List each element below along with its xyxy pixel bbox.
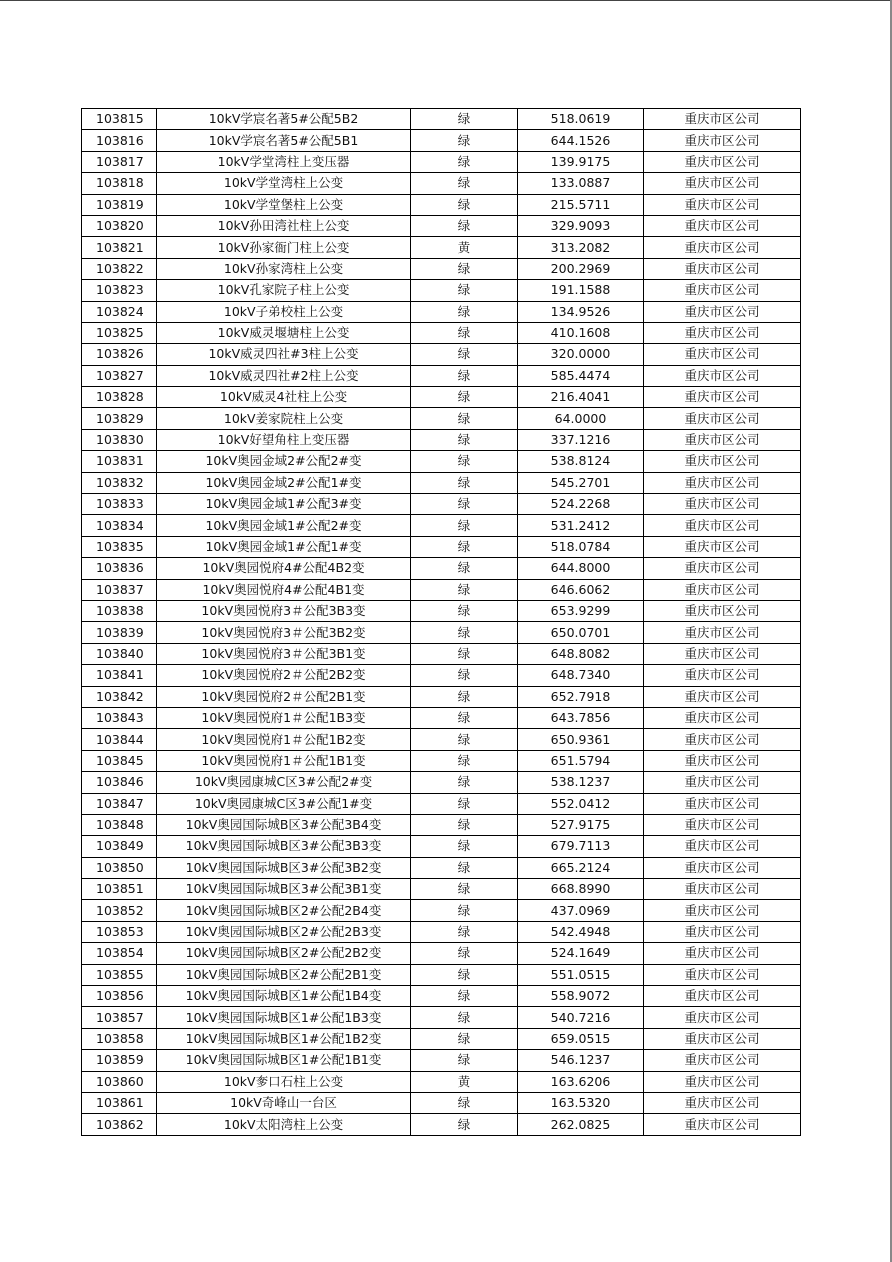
cell-status: 绿 bbox=[411, 515, 518, 536]
cell-name: 10kV奥园康城C区3#公配1#变 bbox=[157, 793, 411, 814]
cell-name: 10kV孙田湾社柱上公变 bbox=[157, 215, 411, 236]
cell-status: 绿 bbox=[411, 600, 518, 621]
cell-name: 10kV奥园悦府1＃公配1B2变 bbox=[157, 729, 411, 750]
cell-value: 437.0969 bbox=[518, 900, 644, 921]
cell-value: 648.8082 bbox=[518, 643, 644, 664]
table-row bbox=[82, 109, 801, 130]
cell-status: 绿 bbox=[411, 857, 518, 878]
table-row bbox=[82, 151, 801, 172]
cell-value: 329.9093 bbox=[518, 215, 644, 236]
cell-id: 103827 bbox=[82, 365, 157, 386]
cell-name: 10kV孔家院子柱上公变 bbox=[157, 280, 411, 301]
cell-company: 重庆市区公司 bbox=[644, 686, 801, 707]
cell-value: 531.2412 bbox=[518, 515, 644, 536]
cell-id: 103829 bbox=[82, 408, 157, 429]
cell-value: 648.7340 bbox=[518, 665, 644, 686]
table-row bbox=[82, 814, 801, 835]
cell-company: 重庆市区公司 bbox=[644, 900, 801, 921]
cell-id: 103859 bbox=[82, 1050, 157, 1071]
cell-name: 10kV威灵4社柱上公变 bbox=[157, 387, 411, 408]
cell-status: 绿 bbox=[411, 1092, 518, 1113]
cell-company: 重庆市区公司 bbox=[644, 365, 801, 386]
cell-name: 10kV奥园国际城B区3#公配3B4变 bbox=[157, 814, 411, 835]
cell-status: 绿 bbox=[411, 622, 518, 643]
cell-company: 重庆市区公司 bbox=[644, 258, 801, 279]
cell-id: 103830 bbox=[82, 429, 157, 450]
cell-value: 659.0515 bbox=[518, 1028, 644, 1049]
table-row bbox=[82, 536, 801, 557]
cell-value: 585.4474 bbox=[518, 365, 644, 386]
cell-status: 绿 bbox=[411, 1007, 518, 1028]
table-row bbox=[82, 215, 801, 236]
cell-name: 10kV威灵堰塘柱上公变 bbox=[157, 322, 411, 343]
cell-company: 重庆市区公司 bbox=[644, 237, 801, 258]
cell-status: 绿 bbox=[411, 814, 518, 835]
table-row bbox=[82, 280, 801, 301]
cell-id: 103835 bbox=[82, 536, 157, 557]
table-row bbox=[82, 964, 801, 985]
cell-id: 103851 bbox=[82, 879, 157, 900]
table-row bbox=[82, 237, 801, 258]
cell-id: 103845 bbox=[82, 750, 157, 771]
cell-status: 绿 bbox=[411, 451, 518, 472]
cell-name: 10kV奥园国际城B区1#公配1B1变 bbox=[157, 1050, 411, 1071]
data-table bbox=[81, 108, 801, 1136]
cell-value: 134.9526 bbox=[518, 301, 644, 322]
cell-status: 绿 bbox=[411, 643, 518, 664]
cell-company: 重庆市区公司 bbox=[644, 857, 801, 878]
table-row bbox=[82, 387, 801, 408]
table-row bbox=[82, 579, 801, 600]
table-row bbox=[82, 836, 801, 857]
cell-company: 重庆市区公司 bbox=[644, 750, 801, 771]
cell-status: 绿 bbox=[411, 194, 518, 215]
cell-company: 重庆市区公司 bbox=[644, 194, 801, 215]
cell-status: 绿 bbox=[411, 579, 518, 600]
cell-value: 262.0825 bbox=[518, 1114, 644, 1135]
cell-value: 538.1237 bbox=[518, 772, 644, 793]
cell-value: 679.7113 bbox=[518, 836, 644, 857]
cell-company: 重庆市区公司 bbox=[644, 322, 801, 343]
cell-name: 10kV奥园悦府4#公配4B1变 bbox=[157, 579, 411, 600]
cell-company: 重庆市区公司 bbox=[644, 943, 801, 964]
cell-value: 540.7216 bbox=[518, 1007, 644, 1028]
table-row bbox=[82, 1114, 801, 1135]
cell-company: 重庆市区公司 bbox=[644, 215, 801, 236]
cell-company: 重庆市区公司 bbox=[644, 472, 801, 493]
table-row bbox=[82, 322, 801, 343]
cell-company: 重庆市区公司 bbox=[644, 280, 801, 301]
cell-company: 重庆市区公司 bbox=[644, 109, 801, 130]
cell-status: 绿 bbox=[411, 879, 518, 900]
table-row bbox=[82, 1028, 801, 1049]
cell-id: 103850 bbox=[82, 857, 157, 878]
cell-value: 524.1649 bbox=[518, 943, 644, 964]
cell-status: 绿 bbox=[411, 729, 518, 750]
table-row bbox=[82, 408, 801, 429]
cell-name: 10kV学堂堡柱上公变 bbox=[157, 194, 411, 215]
cell-value: 545.2701 bbox=[518, 472, 644, 493]
cell-name: 10kV奥园悦府4#公配4B2变 bbox=[157, 558, 411, 579]
cell-company: 重庆市区公司 bbox=[644, 387, 801, 408]
cell-name: 10kV奥园国际城B区3#公配3B3变 bbox=[157, 836, 411, 857]
cell-name: 10kV学宸名著5#公配5B2 bbox=[157, 109, 411, 130]
table-row bbox=[82, 344, 801, 365]
cell-value: 320.0000 bbox=[518, 344, 644, 365]
cell-status: 绿 bbox=[411, 280, 518, 301]
cell-id: 103862 bbox=[82, 1114, 157, 1135]
cell-status: 绿 bbox=[411, 494, 518, 515]
cell-value: 191.1588 bbox=[518, 280, 644, 301]
cell-value: 527.9175 bbox=[518, 814, 644, 835]
cell-id: 103852 bbox=[82, 900, 157, 921]
cell-value: 518.0619 bbox=[518, 109, 644, 130]
cell-status: 绿 bbox=[411, 772, 518, 793]
cell-id: 103840 bbox=[82, 643, 157, 664]
cell-id: 103849 bbox=[82, 836, 157, 857]
table-row bbox=[82, 1050, 801, 1071]
cell-status: 绿 bbox=[411, 344, 518, 365]
cell-status: 绿 bbox=[411, 1028, 518, 1049]
table-row bbox=[82, 429, 801, 450]
cell-name: 10kV好望角柱上变压器 bbox=[157, 429, 411, 450]
cell-id: 103832 bbox=[82, 472, 157, 493]
cell-company: 重庆市区公司 bbox=[644, 707, 801, 728]
cell-company: 重庆市区公司 bbox=[644, 344, 801, 365]
cell-company: 重庆市区公司 bbox=[644, 1007, 801, 1028]
table-row bbox=[82, 258, 801, 279]
cell-company: 重庆市区公司 bbox=[644, 643, 801, 664]
table-row bbox=[82, 1007, 801, 1028]
cell-company: 重庆市区公司 bbox=[644, 408, 801, 429]
cell-id: 103828 bbox=[82, 387, 157, 408]
cell-value: 650.0701 bbox=[518, 622, 644, 643]
cell-company: 重庆市区公司 bbox=[644, 130, 801, 151]
cell-id: 103846 bbox=[82, 772, 157, 793]
cell-name: 10kV奥园悦府2＃公配2B2变 bbox=[157, 665, 411, 686]
cell-id: 103821 bbox=[82, 237, 157, 258]
cell-id: 103820 bbox=[82, 215, 157, 236]
cell-company: 重庆市区公司 bbox=[644, 600, 801, 621]
cell-value: 650.9361 bbox=[518, 729, 644, 750]
table-row bbox=[82, 686, 801, 707]
cell-company: 重庆市区公司 bbox=[644, 665, 801, 686]
cell-value: 133.0887 bbox=[518, 173, 644, 194]
cell-name: 10kV奥园金域2#公配1#变 bbox=[157, 472, 411, 493]
cell-name: 10kV奥园国际城B区1#公配1B4变 bbox=[157, 986, 411, 1007]
cell-value: 216.4041 bbox=[518, 387, 644, 408]
table-row bbox=[82, 921, 801, 942]
cell-value: 653.9299 bbox=[518, 600, 644, 621]
table-row bbox=[82, 194, 801, 215]
cell-id: 103837 bbox=[82, 579, 157, 600]
cell-value: 644.8000 bbox=[518, 558, 644, 579]
cell-id: 103861 bbox=[82, 1092, 157, 1113]
cell-name: 10kV奥园国际城B区2#公配2B3变 bbox=[157, 921, 411, 942]
cell-status: 绿 bbox=[411, 558, 518, 579]
cell-company: 重庆市区公司 bbox=[644, 793, 801, 814]
cell-status: 绿 bbox=[411, 986, 518, 1007]
cell-value: 139.9175 bbox=[518, 151, 644, 172]
cell-value: 200.2969 bbox=[518, 258, 644, 279]
cell-id: 103855 bbox=[82, 964, 157, 985]
cell-company: 重庆市区公司 bbox=[644, 814, 801, 835]
cell-id: 103842 bbox=[82, 686, 157, 707]
cell-company: 重庆市区公司 bbox=[644, 622, 801, 643]
cell-company: 重庆市区公司 bbox=[644, 921, 801, 942]
cell-company: 重庆市区公司 bbox=[644, 451, 801, 472]
cell-name: 10kV奥园国际城B区3#公配3B2变 bbox=[157, 857, 411, 878]
cell-status: 绿 bbox=[411, 365, 518, 386]
cell-id: 103818 bbox=[82, 173, 157, 194]
cell-status: 黄 bbox=[411, 1071, 518, 1092]
cell-company: 重庆市区公司 bbox=[644, 579, 801, 600]
cell-status: 绿 bbox=[411, 686, 518, 707]
cell-name: 10kV奥园国际城B区2#公配2B4变 bbox=[157, 900, 411, 921]
table-row bbox=[82, 750, 801, 771]
table-row bbox=[82, 515, 801, 536]
cell-company: 重庆市区公司 bbox=[644, 729, 801, 750]
cell-name: 10kV姜家院柱上公变 bbox=[157, 408, 411, 429]
cell-company: 重庆市区公司 bbox=[644, 1092, 801, 1113]
table-row bbox=[82, 793, 801, 814]
cell-status: 绿 bbox=[411, 750, 518, 771]
cell-id: 103824 bbox=[82, 301, 157, 322]
cell-status: 绿 bbox=[411, 472, 518, 493]
cell-id: 103836 bbox=[82, 558, 157, 579]
cell-company: 重庆市区公司 bbox=[644, 536, 801, 557]
cell-id: 103838 bbox=[82, 600, 157, 621]
table-row bbox=[82, 494, 801, 515]
cell-id: 103854 bbox=[82, 943, 157, 964]
cell-company: 重庆市区公司 bbox=[644, 1071, 801, 1092]
cell-id: 103848 bbox=[82, 814, 157, 835]
cell-name: 10kV奥园悦府3＃公配3B2变 bbox=[157, 622, 411, 643]
cell-value: 665.2124 bbox=[518, 857, 644, 878]
table-row bbox=[82, 558, 801, 579]
cell-name: 10kV子弟校柱上公变 bbox=[157, 301, 411, 322]
table-row bbox=[82, 772, 801, 793]
table-row bbox=[82, 665, 801, 686]
cell-company: 重庆市区公司 bbox=[644, 301, 801, 322]
cell-id: 103825 bbox=[82, 322, 157, 343]
cell-value: 552.0412 bbox=[518, 793, 644, 814]
cell-company: 重庆市区公司 bbox=[644, 429, 801, 450]
table-row bbox=[82, 900, 801, 921]
table-row bbox=[82, 622, 801, 643]
cell-company: 重庆市区公司 bbox=[644, 558, 801, 579]
cell-status: 绿 bbox=[411, 429, 518, 450]
table-row bbox=[82, 729, 801, 750]
cell-value: 538.8124 bbox=[518, 451, 644, 472]
cell-id: 103847 bbox=[82, 793, 157, 814]
cell-company: 重庆市区公司 bbox=[644, 151, 801, 172]
cell-status: 绿 bbox=[411, 1050, 518, 1071]
cell-status: 绿 bbox=[411, 921, 518, 942]
cell-status: 绿 bbox=[411, 151, 518, 172]
table-row bbox=[82, 879, 801, 900]
cell-value: 215.5711 bbox=[518, 194, 644, 215]
cell-name: 10kV奥园悦府2＃公配2B1变 bbox=[157, 686, 411, 707]
cell-name: 10kV奥园悦府3＃公配3B3变 bbox=[157, 600, 411, 621]
cell-id: 103823 bbox=[82, 280, 157, 301]
table-row bbox=[82, 1071, 801, 1092]
table-row bbox=[82, 986, 801, 1007]
cell-name: 10kV奥园金域1#公配1#变 bbox=[157, 536, 411, 557]
cell-id: 103844 bbox=[82, 729, 157, 750]
cell-status: 绿 bbox=[411, 836, 518, 857]
cell-name: 10kV奥园康城C区3#公配2#变 bbox=[157, 772, 411, 793]
cell-name: 10kV奥园国际城B区2#公配2B2变 bbox=[157, 943, 411, 964]
table-row bbox=[82, 451, 801, 472]
cell-status: 绿 bbox=[411, 408, 518, 429]
table-row bbox=[82, 173, 801, 194]
cell-status: 绿 bbox=[411, 900, 518, 921]
cell-id: 103841 bbox=[82, 665, 157, 686]
cell-name: 10kV威灵四社#2柱上公变 bbox=[157, 365, 411, 386]
cell-id: 103857 bbox=[82, 1007, 157, 1028]
cell-status: 绿 bbox=[411, 707, 518, 728]
cell-company: 重庆市区公司 bbox=[644, 494, 801, 515]
cell-id: 103858 bbox=[82, 1028, 157, 1049]
cell-status: 绿 bbox=[411, 665, 518, 686]
cell-name: 10kV奓口石柱上公变 bbox=[157, 1071, 411, 1092]
page-top-rule bbox=[0, 0, 892, 1]
cell-id: 103817 bbox=[82, 151, 157, 172]
cell-value: 313.2082 bbox=[518, 237, 644, 258]
cell-id: 103853 bbox=[82, 921, 157, 942]
cell-value: 518.0784 bbox=[518, 536, 644, 557]
cell-status: 绿 bbox=[411, 1114, 518, 1135]
cell-name: 10kV学宸名著5#公配5B1 bbox=[157, 130, 411, 151]
table-row bbox=[82, 365, 801, 386]
cell-id: 103833 bbox=[82, 494, 157, 515]
cell-id: 103815 bbox=[82, 109, 157, 130]
cell-name: 10kV奥园金域2#公配2#变 bbox=[157, 451, 411, 472]
table-row bbox=[82, 130, 801, 151]
cell-company: 重庆市区公司 bbox=[644, 173, 801, 194]
cell-name: 10kV学堂湾柱上变压器 bbox=[157, 151, 411, 172]
cell-id: 103822 bbox=[82, 258, 157, 279]
table-row bbox=[82, 707, 801, 728]
cell-status: 黄 bbox=[411, 237, 518, 258]
cell-value: 542.4948 bbox=[518, 921, 644, 942]
cell-status: 绿 bbox=[411, 793, 518, 814]
cell-status: 绿 bbox=[411, 109, 518, 130]
cell-name: 10kV奥园金域1#公配3#变 bbox=[157, 494, 411, 515]
cell-id: 103843 bbox=[82, 707, 157, 728]
cell-value: 337.1216 bbox=[518, 429, 644, 450]
cell-value: 524.2268 bbox=[518, 494, 644, 515]
table-row bbox=[82, 643, 801, 664]
cell-id: 103856 bbox=[82, 986, 157, 1007]
table-row bbox=[82, 1092, 801, 1113]
cell-id: 103816 bbox=[82, 130, 157, 151]
cell-name: 10kV奥园国际城B区1#公配1B2变 bbox=[157, 1028, 411, 1049]
cell-name: 10kV威灵四社#3柱上公变 bbox=[157, 344, 411, 365]
cell-value: 558.9072 bbox=[518, 986, 644, 1007]
cell-company: 重庆市区公司 bbox=[644, 1028, 801, 1049]
cell-status: 绿 bbox=[411, 173, 518, 194]
cell-id: 103831 bbox=[82, 451, 157, 472]
cell-name: 10kV奥园金域1#公配2#变 bbox=[157, 515, 411, 536]
cell-id: 103860 bbox=[82, 1071, 157, 1092]
cell-status: 绿 bbox=[411, 130, 518, 151]
cell-value: 163.6206 bbox=[518, 1071, 644, 1092]
cell-value: 652.7918 bbox=[518, 686, 644, 707]
cell-status: 绿 bbox=[411, 943, 518, 964]
cell-name: 10kV孙家衙门柱上公变 bbox=[157, 237, 411, 258]
cell-name: 10kV奥园国际城B区3#公配3B1变 bbox=[157, 879, 411, 900]
cell-name: 10kV奥园国际城B区2#公配2B1变 bbox=[157, 964, 411, 985]
table-body bbox=[82, 109, 801, 1136]
cell-value: 64.0000 bbox=[518, 408, 644, 429]
cell-name: 10kV奇峰山一台区 bbox=[157, 1092, 411, 1113]
cell-status: 绿 bbox=[411, 536, 518, 557]
table-row bbox=[82, 600, 801, 621]
cell-name: 10kV奥园悦府1＃公配1B1变 bbox=[157, 750, 411, 771]
cell-id: 103839 bbox=[82, 622, 157, 643]
cell-company: 重庆市区公司 bbox=[644, 986, 801, 1007]
cell-status: 绿 bbox=[411, 387, 518, 408]
cell-company: 重庆市区公司 bbox=[644, 1114, 801, 1135]
table-row bbox=[82, 943, 801, 964]
table-row bbox=[82, 301, 801, 322]
cell-value: 546.1237 bbox=[518, 1050, 644, 1071]
cell-value: 643.7856 bbox=[518, 707, 644, 728]
cell-value: 668.8990 bbox=[518, 879, 644, 900]
cell-company: 重庆市区公司 bbox=[644, 772, 801, 793]
cell-company: 重庆市区公司 bbox=[644, 879, 801, 900]
cell-name: 10kV学堂湾柱上公变 bbox=[157, 173, 411, 194]
cell-name: 10kV孙家湾柱上公变 bbox=[157, 258, 411, 279]
cell-company: 重庆市区公司 bbox=[644, 515, 801, 536]
cell-value: 410.1608 bbox=[518, 322, 644, 343]
table-row bbox=[82, 472, 801, 493]
cell-company: 重庆市区公司 bbox=[644, 1050, 801, 1071]
cell-value: 644.1526 bbox=[518, 130, 644, 151]
cell-status: 绿 bbox=[411, 301, 518, 322]
cell-status: 绿 bbox=[411, 964, 518, 985]
cell-status: 绿 bbox=[411, 215, 518, 236]
cell-value: 651.5794 bbox=[518, 750, 644, 771]
cell-value: 163.5320 bbox=[518, 1092, 644, 1113]
cell-name: 10kV奥园悦府1＃公配1B3变 bbox=[157, 707, 411, 728]
cell-status: 绿 bbox=[411, 258, 518, 279]
cell-id: 103826 bbox=[82, 344, 157, 365]
cell-id: 103834 bbox=[82, 515, 157, 536]
cell-status: 绿 bbox=[411, 322, 518, 343]
cell-company: 重庆市区公司 bbox=[644, 964, 801, 985]
cell-name: 10kV奥园国际城B区1#公配1B3变 bbox=[157, 1007, 411, 1028]
cell-id: 103819 bbox=[82, 194, 157, 215]
cell-name: 10kV奥园悦府3＃公配3B1变 bbox=[157, 643, 411, 664]
cell-name: 10kV太阳湾柱上公变 bbox=[157, 1114, 411, 1135]
table-row bbox=[82, 857, 801, 878]
cell-value: 551.0515 bbox=[518, 964, 644, 985]
cell-value: 646.6062 bbox=[518, 579, 644, 600]
cell-company: 重庆市区公司 bbox=[644, 836, 801, 857]
